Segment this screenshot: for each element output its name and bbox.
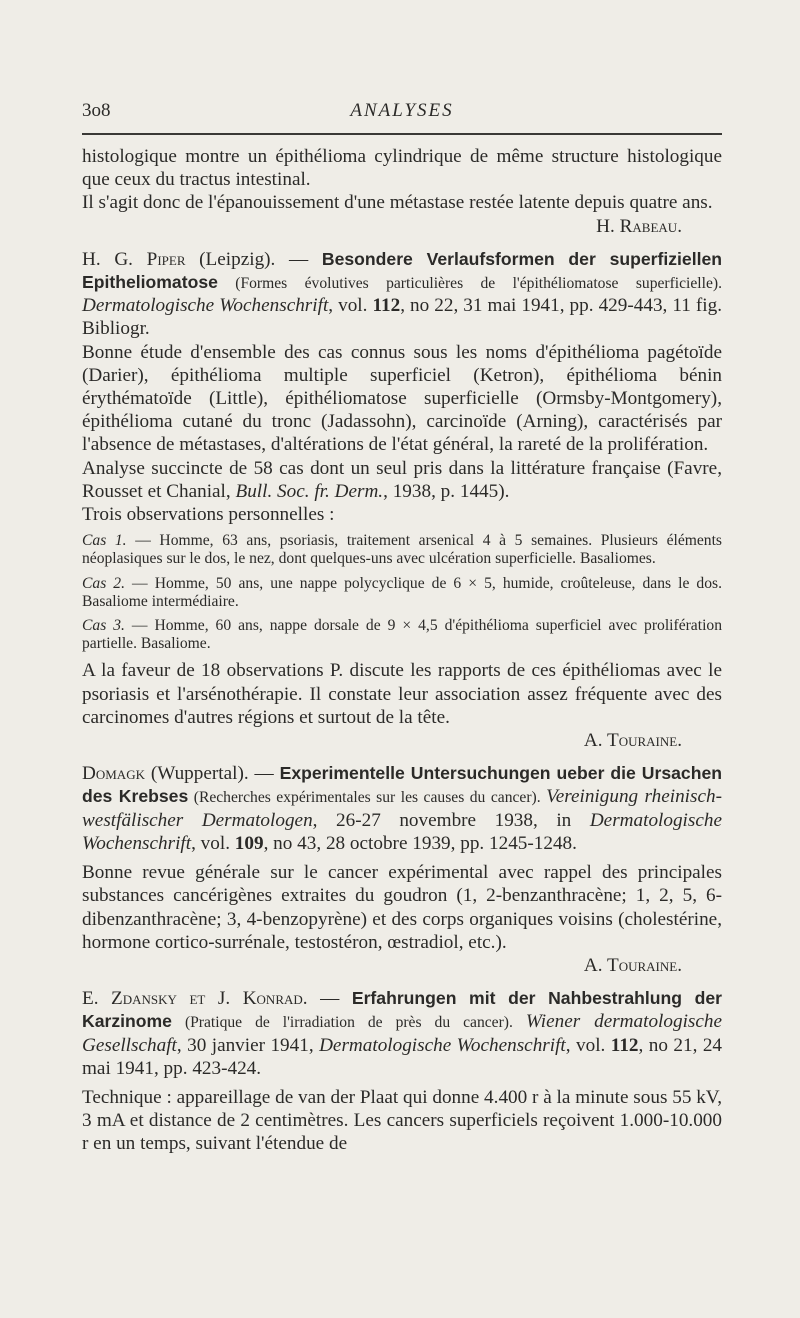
article-title-french: (Recherches expérimentales sur les causes du cancer). xyxy=(188,789,547,807)
journal-name: Bull. Soc. fr. Derm. xyxy=(235,480,384,502)
text-span: Analyse succincte de 58 cas dont un seul pris dans la littérature française (Favre, Rousset et Chanial, xyxy=(82,457,722,502)
signature: A. Touraine. xyxy=(583,954,682,976)
signature: A. Touraine. xyxy=(583,730,682,752)
reference: , no 22, 31 mai 1941, pp. 429-443, 11 fig. Bibliogr. xyxy=(82,295,723,340)
case-3 xyxy=(82,617,722,653)
date: , 30 janvier 1941, xyxy=(176,1034,320,1056)
paragraph: A la faveur de 18 observations P. discute les rapports de ces épithéliomas avec le psoriasis et l'arsénothérapie. Il constate leur association assez fréquente avec des carcinomes d'autres régions et surtout de la tête. xyxy=(82,660,722,728)
case-label: Cas 2. xyxy=(82,574,126,592)
page-header xyxy=(82,100,722,126)
text-span: , 1938, p. 1445). xyxy=(383,480,510,502)
author: Domagk xyxy=(82,763,145,785)
paragraph: Trois observations personnelles : xyxy=(82,504,335,526)
volume: 109 xyxy=(234,832,264,854)
page-content xyxy=(82,145,722,1156)
reference: , no 21, 24 mai 1941, pp. 423-424. xyxy=(82,1034,723,1079)
paragraph: Bonne étude d'ensemble des cas connus sous les noms d'épithélioma pagétoïde (Darier), épithélioma multiple superficiel (Ketron), épithélioma bénin érythématoïde (Little), épithéliomatose superficielle (Ormsby-Montgomery), épithélioma cutané du tronc (Jadassohn), carcinoïde (Arning), caractérisés par l'absence de métastases, d'altérations de l'état général, la rareté de la prolifération. xyxy=(82,341,722,456)
article-title-german: Besondere Verlaufsformen der superfiziellen Epitheliomatose xyxy=(82,248,723,293)
case-label: Cas 3. xyxy=(82,617,125,635)
paragraph: Technique : appareillage de van der Plaat qui donne 4.400 r à la minute sous 55 kV, 3 mA et distance de 2 centimètres. Les cancers superficiels reçoivent 1.000-10.000 r en un temps, suivant l'étendue de xyxy=(82,1086,722,1155)
author: H. G. Piper xyxy=(82,248,186,270)
case-text: — Homme, 50 ans, une nappe polycyclique de 6 × 5, humide, croûteleuse, dans le dos. Basaliome intermédiaire. xyxy=(82,574,722,610)
article-title-german: Erfahrungen mit der Nahbestrahlung der Karzinome xyxy=(82,988,723,1032)
volume: 112 xyxy=(610,1034,639,1056)
article-title-german: Experimentelle Untersuchungen ueber die Ursachen des Krebses xyxy=(82,763,722,807)
case-text: — Homme, 63 ans, psoriasis, traitement arsenical 4 à 5 semaines. Plusieurs éléments néoplasiques sur le dos, le nez, dont quelques-uns avec ulcération superficielle. Basaliomes. xyxy=(82,532,722,568)
journal-name: Dermatologische Wochenschrift xyxy=(319,1034,566,1056)
article-heading xyxy=(82,987,722,1080)
vol-prefix: , vol. xyxy=(565,1034,611,1056)
signature: H. Rabeau. xyxy=(596,215,682,237)
author: E. Zdansky et J. Konrad xyxy=(82,988,303,1010)
case-label: Cas 1. xyxy=(82,532,127,550)
paragraph: histologique montre un épithélioma cylindrique de même structure histologique que ceux du tractus intestinal. xyxy=(82,146,722,191)
case-text: — Homme, 60 ans, nappe dorsale de 9 × 4,5 d'épithélioma superficiel avec prolifération partielle. Basaliome. xyxy=(82,617,722,653)
header-rule xyxy=(82,133,722,135)
case-2 xyxy=(82,575,722,611)
case-1 xyxy=(82,532,722,568)
paragraph xyxy=(82,457,722,503)
volume: 112 xyxy=(372,295,401,317)
paragraph: Bonne revue générale sur le cancer expérimental avec rappel des principales substances cancérigènes extraites du goudron (1, 2-benzanthracène; 1, 2, 5, 6-dibenzanthracène; 3, 4-benzopyrène) et des corps organiques voisins (cholestérine, hormone cortico-surrénale, testostéron, œstradiol, etc.). xyxy=(82,862,722,953)
vol-prefix: , vol. xyxy=(191,832,235,854)
page-number: 3o8 xyxy=(82,100,111,121)
vol-prefix: , vol. xyxy=(328,295,373,317)
author-place: (Wuppertal). — xyxy=(144,763,280,785)
journal-name: Dermatologische Wochenschrift xyxy=(82,295,329,317)
reference: , no 43, 28 octobre 1939, pp. 1245-1248. xyxy=(263,832,577,854)
journal-name: Dermatologische Wochenschrift xyxy=(82,809,722,854)
author-place: (Leipzig). — xyxy=(185,248,322,270)
paragraph: Il s'agit donc de l'épanouissement d'une métastase restée latente depuis quatre ans. xyxy=(82,192,713,214)
date: , 26-27 novembre 1938, in xyxy=(312,809,590,831)
article-title-french: (Pratique de l'irradiation de près du cancer). xyxy=(171,1014,526,1032)
society-name: Vereinigung rheinisch-westfälischer Dermatologen xyxy=(82,786,722,831)
running-title: ANALYSES xyxy=(350,100,454,121)
article-heading xyxy=(82,762,722,855)
article-heading xyxy=(82,248,722,341)
dash: . — xyxy=(302,988,352,1010)
society-name: Wiener dermatologische Gesellschaft xyxy=(82,1011,723,1056)
article-title-french: (Formes évolutives particulières de l'épithéliomatose superficielle). xyxy=(217,275,722,293)
